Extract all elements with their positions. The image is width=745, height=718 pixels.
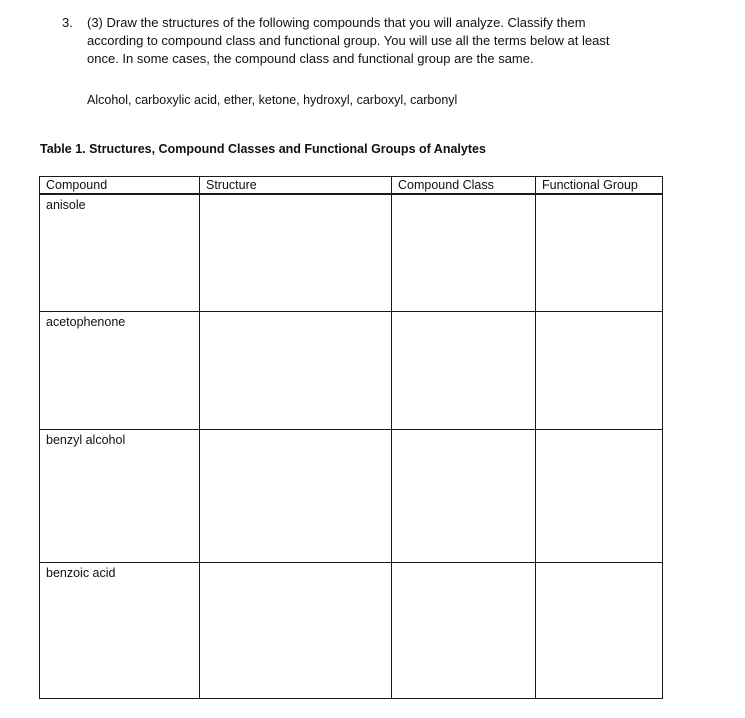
- functional-group-cell[interactable]: [536, 430, 663, 563]
- analytes-table: [39, 176, 663, 699]
- functional-group-cell[interactable]: [536, 312, 663, 430]
- compound-name: benzoic acid: [46, 566, 116, 580]
- compound-name: acetophenone: [46, 315, 126, 329]
- structure-cell[interactable]: [200, 563, 392, 699]
- table-caption: Table 1. Structures, Compound Classes and Functional Groups of Analytes: [40, 142, 486, 156]
- compound-cell: [40, 430, 200, 563]
- table-header-row: [40, 177, 663, 195]
- functional-group-cell[interactable]: [536, 194, 663, 312]
- question-text: (3) Draw the structures of the following compounds that you will analyze. Classify them according to compound class and functional group. You will use all the terms below at least once. In some cases, the compound class and functional group are the same.: [87, 15, 610, 66]
- compound-class-cell[interactable]: [392, 312, 536, 430]
- compound-class-cell[interactable]: [392, 430, 536, 563]
- structure-cell[interactable]: [200, 312, 392, 430]
- compound-cell: [40, 194, 200, 312]
- question-number: 3.: [62, 15, 73, 30]
- terms-list: Alcohol, carboxylic acid, ether, ketone, hydroxyl, carboxyl, carbonyl: [87, 93, 458, 107]
- table-row: [40, 430, 663, 563]
- compound-name: benzyl alcohol: [46, 433, 126, 447]
- table-row: [40, 563, 663, 699]
- compound-cell: [40, 312, 200, 430]
- header-structure: Structure: [200, 177, 392, 195]
- table-row: [40, 194, 663, 312]
- compound-class-cell[interactable]: [392, 563, 536, 699]
- structure-cell[interactable]: [200, 430, 392, 563]
- table-row: [40, 312, 663, 430]
- header-functional-group: Functional Group: [536, 177, 663, 195]
- structure-cell[interactable]: [200, 194, 392, 312]
- header-compound: Compound: [40, 177, 200, 195]
- header-compound-class: Compound Class: [392, 177, 536, 195]
- compound-class-cell[interactable]: [392, 194, 536, 312]
- compound-cell: [40, 563, 200, 699]
- functional-group-cell[interactable]: [536, 563, 663, 699]
- compound-name: anisole: [46, 198, 86, 212]
